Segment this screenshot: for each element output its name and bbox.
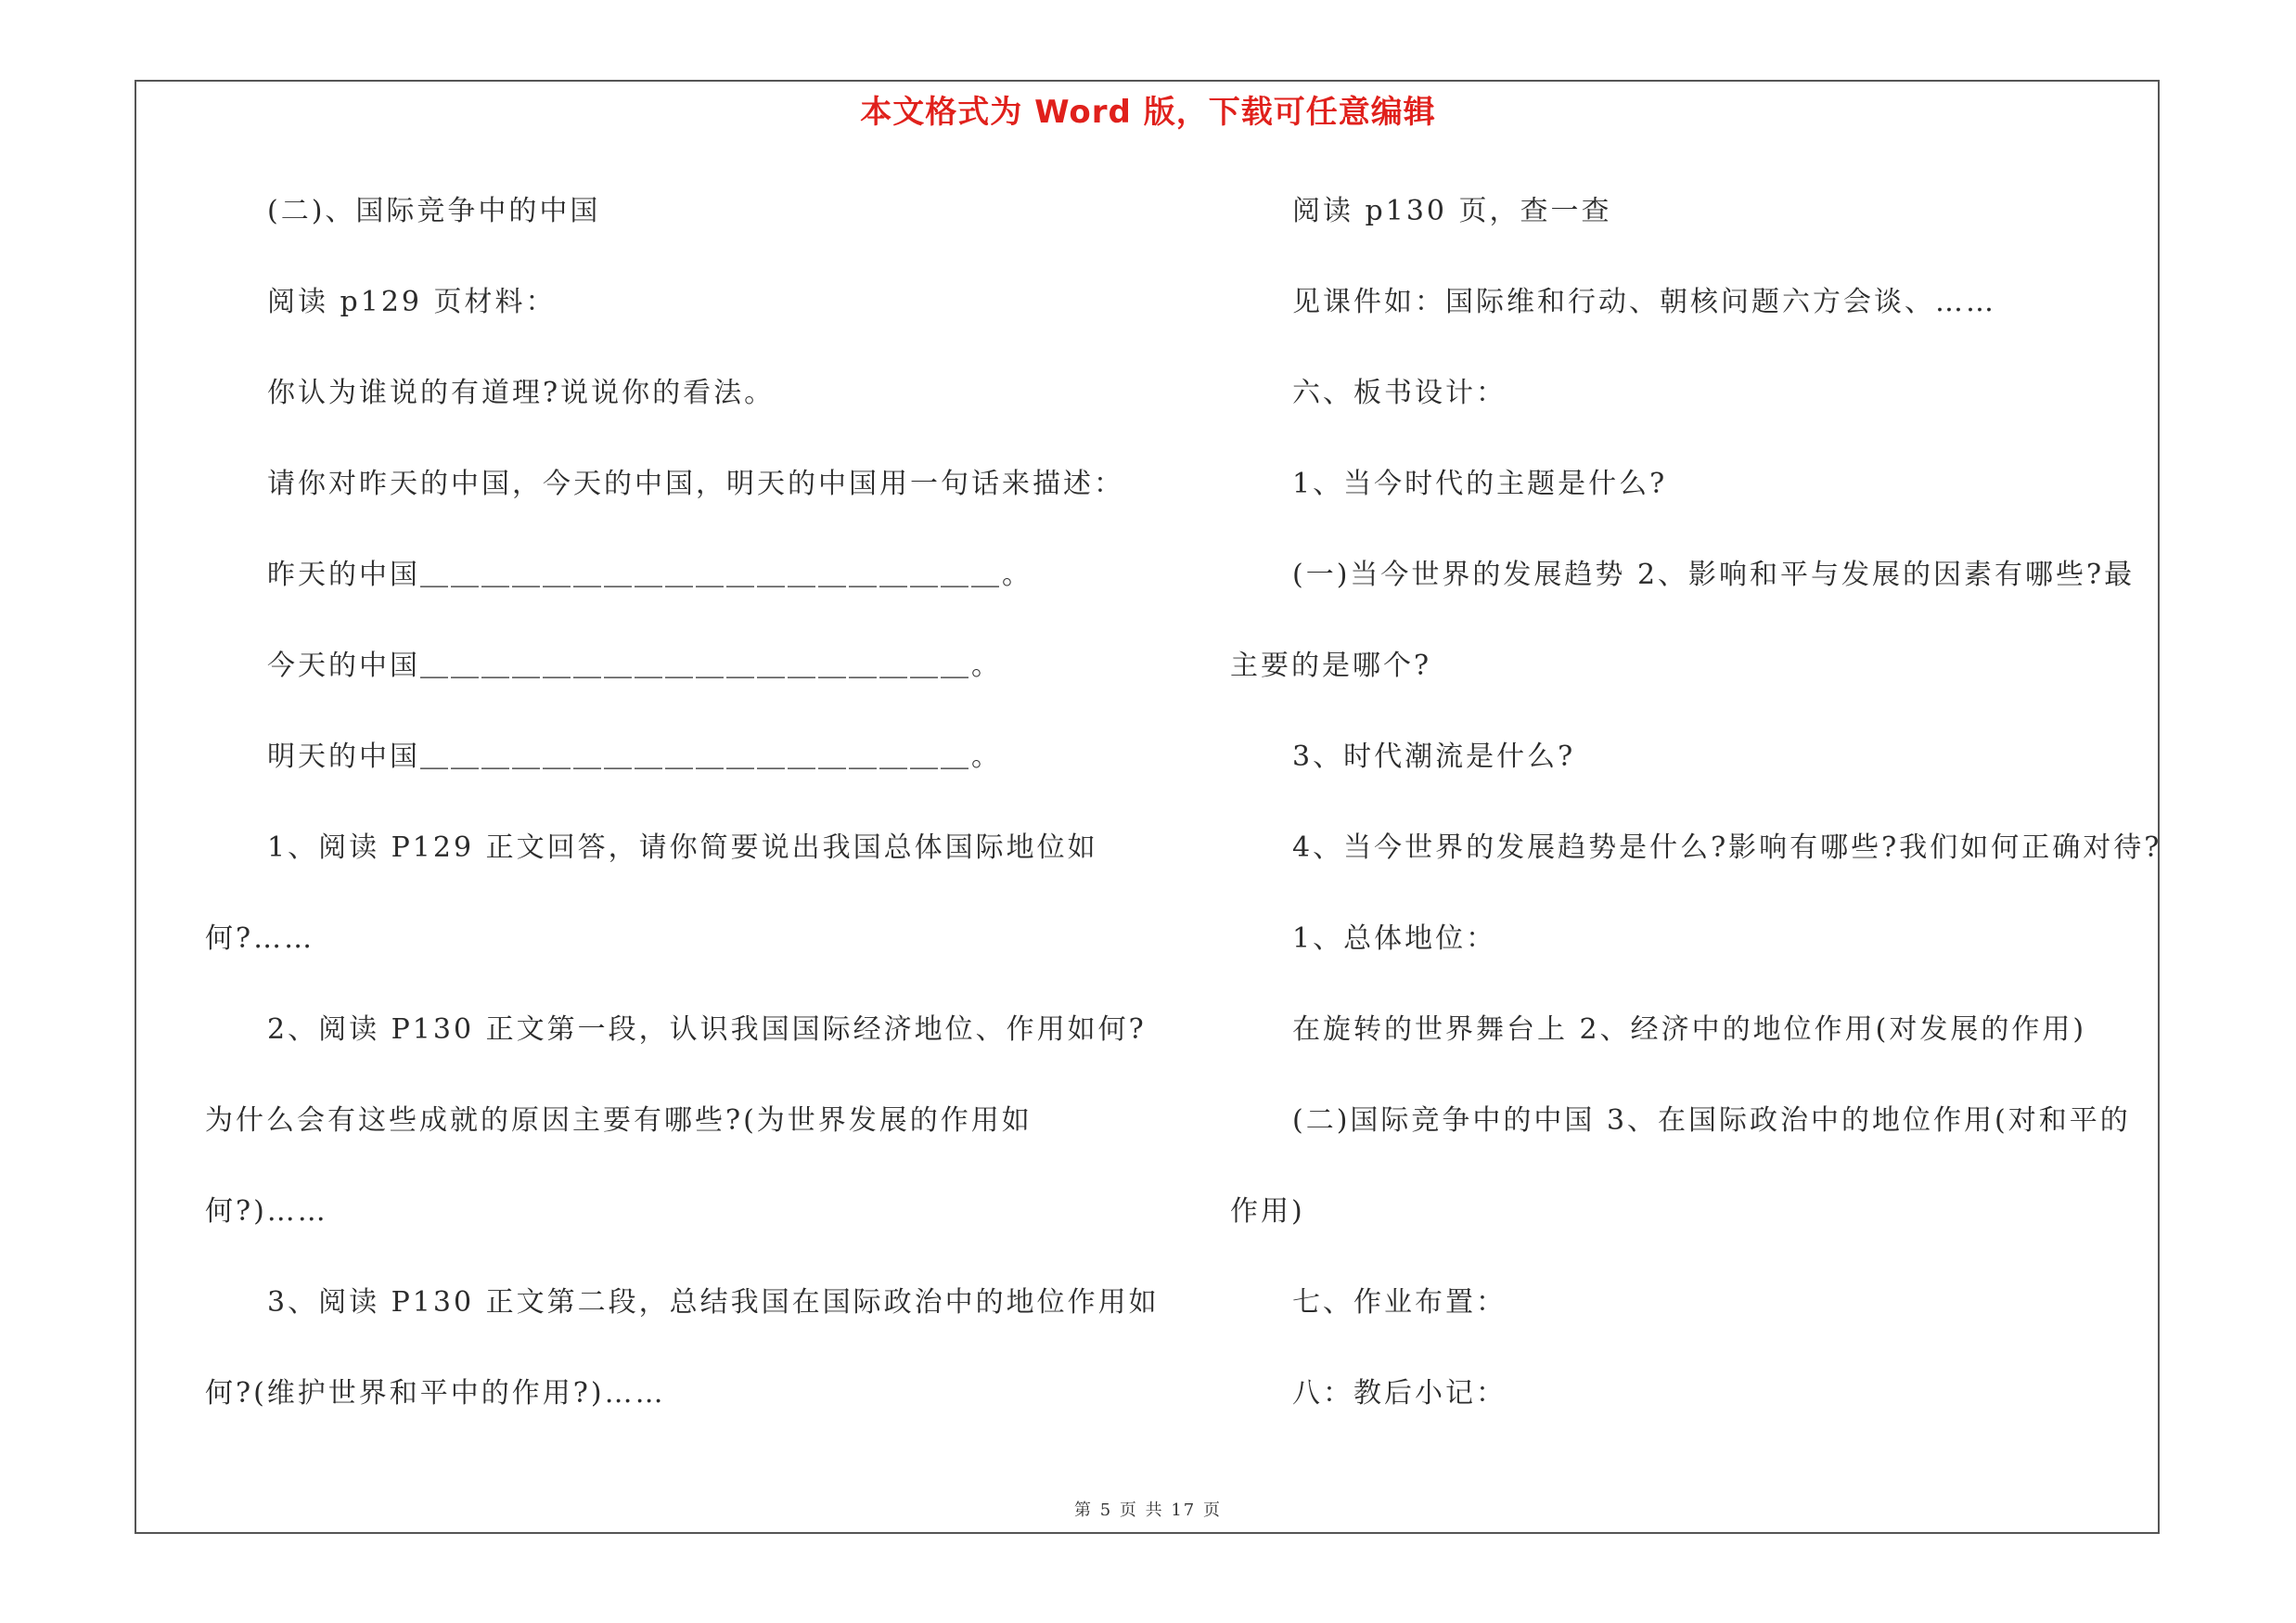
left-line-6: 今天的中国＿＿＿＿＿＿＿＿＿＿＿＿＿＿＿＿＿＿。 (267, 650, 1002, 682)
left-line-9: 何?…… (205, 922, 315, 955)
page-number-footer: 第 5 页 共 17 页 (1074, 1501, 1222, 1520)
left-line-13: 3、阅读 P130 正文第二段，总结我国在国际政治中的地位作用如 (267, 1286, 1160, 1319)
right-line-13: 七、作业布置： (1292, 1286, 1507, 1319)
format-banner: 本文格式为 Word 版，下载可任意编辑 (860, 94, 1436, 131)
right-line-9: 1、总体地位： (1292, 922, 1497, 955)
left-line-11: 为什么会有这些成就的原因主要有哪些?(为世界发展的作用如 (205, 1104, 1033, 1137)
right-line-11: (二)国际竞争中的中国 3、在国际政治中的地位作用(对和平的 (1292, 1104, 2131, 1137)
right-line-2: 见课件如：国际维和行动、朝核问题六方会谈、…… (1292, 286, 1996, 318)
left-line-3: 你认为谁说的有道理?说说你的看法。 (267, 377, 776, 409)
left-line-4: 请你对昨天的中国，今天的中国，明天的中国用一句话来描述： (267, 468, 1124, 500)
left-line-7: 明天的中国＿＿＿＿＿＿＿＿＿＿＿＿＿＿＿＿＿＿。 (267, 741, 1002, 773)
right-line-10: 在旋转的世界舞台上 2、经济中的地位作用(对发展的作用) (1292, 1013, 2087, 1046)
right-line-6: 主要的是哪个? (1230, 650, 1432, 682)
left-line-10: 2、阅读 P130 正文第一段，认识我国国际经济地位、作用如何? (267, 1013, 1147, 1046)
left-line-12: 何?)…… (205, 1195, 328, 1228)
left-line-14: 何?(维护世界和平中的作用?)…… (205, 1377, 666, 1410)
right-line-1: 阅读 p130 页，查一查 (1292, 195, 1612, 227)
left-line-5: 昨天的中国＿＿＿＿＿＿＿＿＿＿＿＿＿＿＿＿＿＿＿。 (267, 559, 1033, 591)
right-line-3: 六、板书设计： (1292, 377, 1507, 409)
right-line-8: 4、当今世界的发展趋势是什么?影响有哪些?我们如何正确对待? (1292, 831, 2162, 864)
right-line-5: (一)当今世界的发展趋势 2、影响和平与发展的因素有哪些?最 (1292, 559, 2136, 591)
left-line-8: 1、阅读 P129 正文回答，请你简要说出我国总体国际地位如 (267, 831, 1098, 864)
left-line-1: (二)、国际竞争中的中国 (267, 195, 601, 227)
right-line-7: 3、时代潮流是什么? (1292, 741, 1576, 773)
right-line-4: 1、当今时代的主题是什么? (1292, 468, 1668, 500)
right-line-14: 八：教后小记： (1292, 1377, 1507, 1410)
right-line-12: 作用) (1230, 1195, 1305, 1228)
left-line-2: 阅读 p129 页材料： (267, 286, 557, 318)
